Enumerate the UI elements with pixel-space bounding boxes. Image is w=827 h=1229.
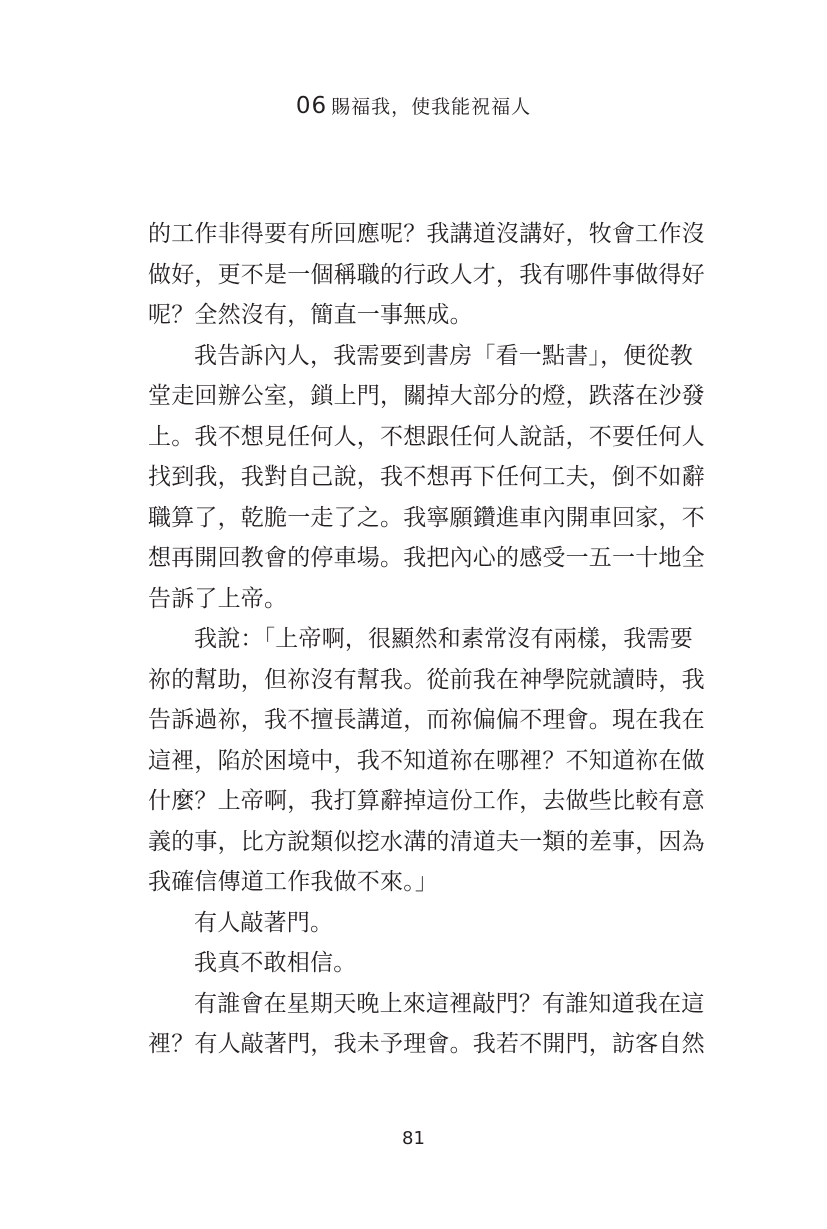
text-line: 告訴了上帝。: [148, 585, 288, 612]
page-number: 81: [402, 1128, 425, 1149]
text-line: 有誰會在星期天晚上來這裡敲門？有誰知道我在這: [194, 990, 705, 1017]
chapter-number: 06: [295, 93, 328, 119]
paragraph: [148, 903, 680, 944]
chapter-title: 賜福我，使我能祝福人: [331, 96, 532, 118]
paragraph: [148, 619, 705, 903]
text-line: 呢？全然沒有，簡直一事無成。: [148, 302, 473, 328]
text-line: 的工作非得要有所回應呢？我講道沒講好，牧會工作沒: [148, 221, 705, 247]
paragraph: [148, 336, 705, 620]
running-head: [0, 92, 827, 119]
text-line: 裡？有人敲著門，我未予理會。我若不開門，訪客自然: [148, 1031, 705, 1057]
paragraph: [148, 984, 705, 1065]
text-line: 這裡，陷於困境中，我不知道祢在哪裡？不知道祢在做: [148, 747, 705, 774]
text-line: 想再開回教會的停車場。我把內心的感受一五一十地全: [148, 545, 705, 571]
text-line: 祢的幫助，但祢沒有幫我。從前我在神學院就讀時，我: [148, 666, 705, 693]
text-line: 我確信傳道工作我做不來。」: [148, 869, 439, 895]
text-line: 什麼？上帝啊，我打算辭掉這份工作，去做些比較有意: [148, 788, 705, 814]
text-line: 做好，更不是一個稱職的行政人才，我有哪件事做得好: [148, 261, 705, 288]
text-line: 我真不敢相信。: [194, 950, 357, 976]
body-text: [148, 214, 705, 1065]
text-line: 有人敲著門。: [194, 909, 334, 936]
text-line: 我告訴內人，我需要到書房「看一點書」，便從教: [194, 342, 693, 369]
paragraph: [148, 214, 705, 336]
text-line: 職算了，乾脆一走了之。我寧願鑽進車內開車回家，不: [148, 504, 705, 531]
text-line: 我說：「上帝啊，很顯然和素常沒有兩樣，我需要: [194, 626, 693, 652]
text-line: 找到我，我對自己說，我不想再下任何工夫，倒不如辭: [148, 464, 705, 490]
text-line: 義的事，比方說類似挖水溝的清道夫一類的差事，因為: [148, 828, 705, 855]
paragraph: [148, 943, 680, 984]
text-line: 上。我不想見任何人，不想跟任何人說話，不要任何人: [148, 423, 705, 450]
text-line: 堂走回辦公室，鎖上門，關掉大部分的燈，跌落在沙發: [148, 383, 705, 409]
text-line: 告訴過祢，我不擅長講道，而祢偏偏不理會。現在我在: [148, 707, 705, 733]
